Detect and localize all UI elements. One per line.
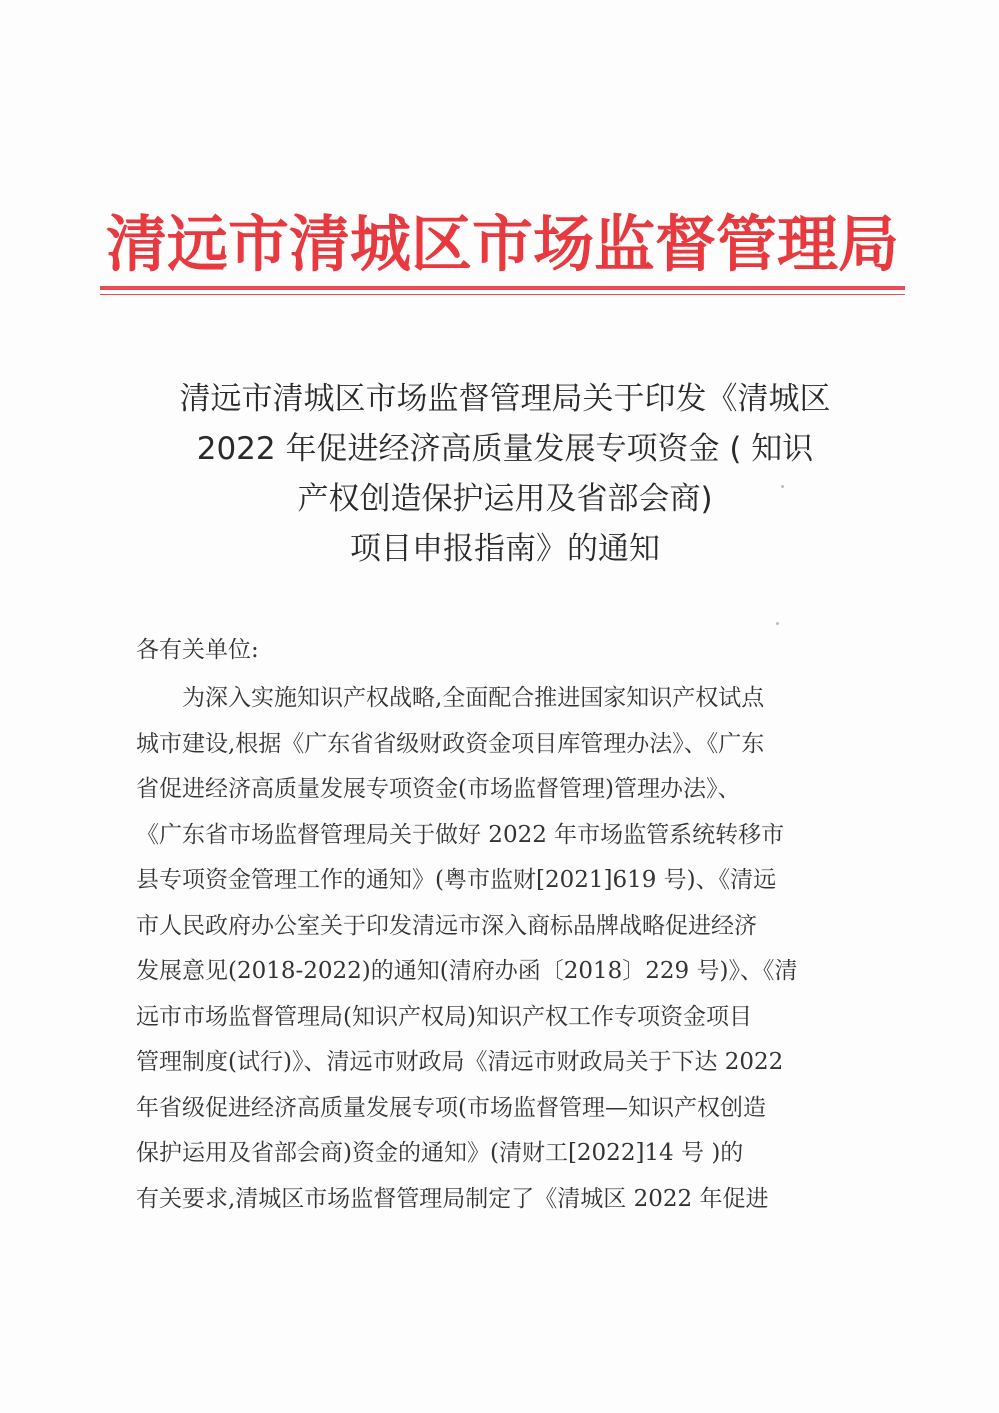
body-line: 省促进经济高质量发展专项资金(市场监督管理)管理办法》、	[136, 776, 741, 802]
title-line: 2022 年促进经济高质量发展专项资金 ( 知识	[196, 431, 814, 467]
letterhead-red-rule-thin	[100, 294, 905, 295]
body-line: 为深入实施知识产权战略,全面配合推进国家知识产权试点	[182, 685, 765, 711]
body-line: 远市市场监督管理局(知识产权局)知识产权工作专项资金项目	[136, 1003, 752, 1030]
body-line: 保护运用及省部会商)资金的通知》(清财工[2022]14 号 )的	[136, 1140, 744, 1166]
letterhead-org-name: 清远市清城区市场监督管理局	[105, 209, 899, 280]
body-paragraph	[136, 676, 876, 1222]
body-line: 《广东省市场监督管理局关于做好 2022 年市场监管系统转移市	[136, 821, 785, 848]
salutation: 各有关单位:	[136, 637, 259, 663]
body-line: 有关要求,清城区市场监督管理局制定了《清城区 2022 年促进	[136, 1185, 769, 1212]
title-line: 产权创造保护运用及省部会商)	[297, 481, 713, 517]
letterhead-red-rule	[100, 286, 905, 290]
body-line: 市人民政府办公室关于印发清远市深入商标品牌战略促进经济	[136, 912, 757, 939]
scan-speck	[781, 485, 784, 488]
body-line: 管理制度(试行)》、清远市财政局《清远市财政局关于下达 2022	[136, 1049, 784, 1075]
body-line: 城市建设,根据《广东省省级财政资金项目库管理办法》、《广东	[136, 730, 765, 757]
title-line: 清远市清城区市场监督管理局关于印发《清城区	[179, 381, 831, 417]
scan-speck	[776, 622, 779, 625]
body-line: 年省级促进经济高质量发展专项(市场监督管理—知识产权创造	[136, 1094, 766, 1121]
body-line: 发展意见(2018-2022)的通知(清府办函〔2018〕229 号)》、《清	[136, 958, 798, 984]
body-line: 县专项资金管理工作的通知》(粤市监财[2021]619 号)、《清远	[136, 867, 777, 893]
document-title	[120, 374, 890, 574]
title-line: 项目申报指南》的通知	[350, 531, 660, 567]
